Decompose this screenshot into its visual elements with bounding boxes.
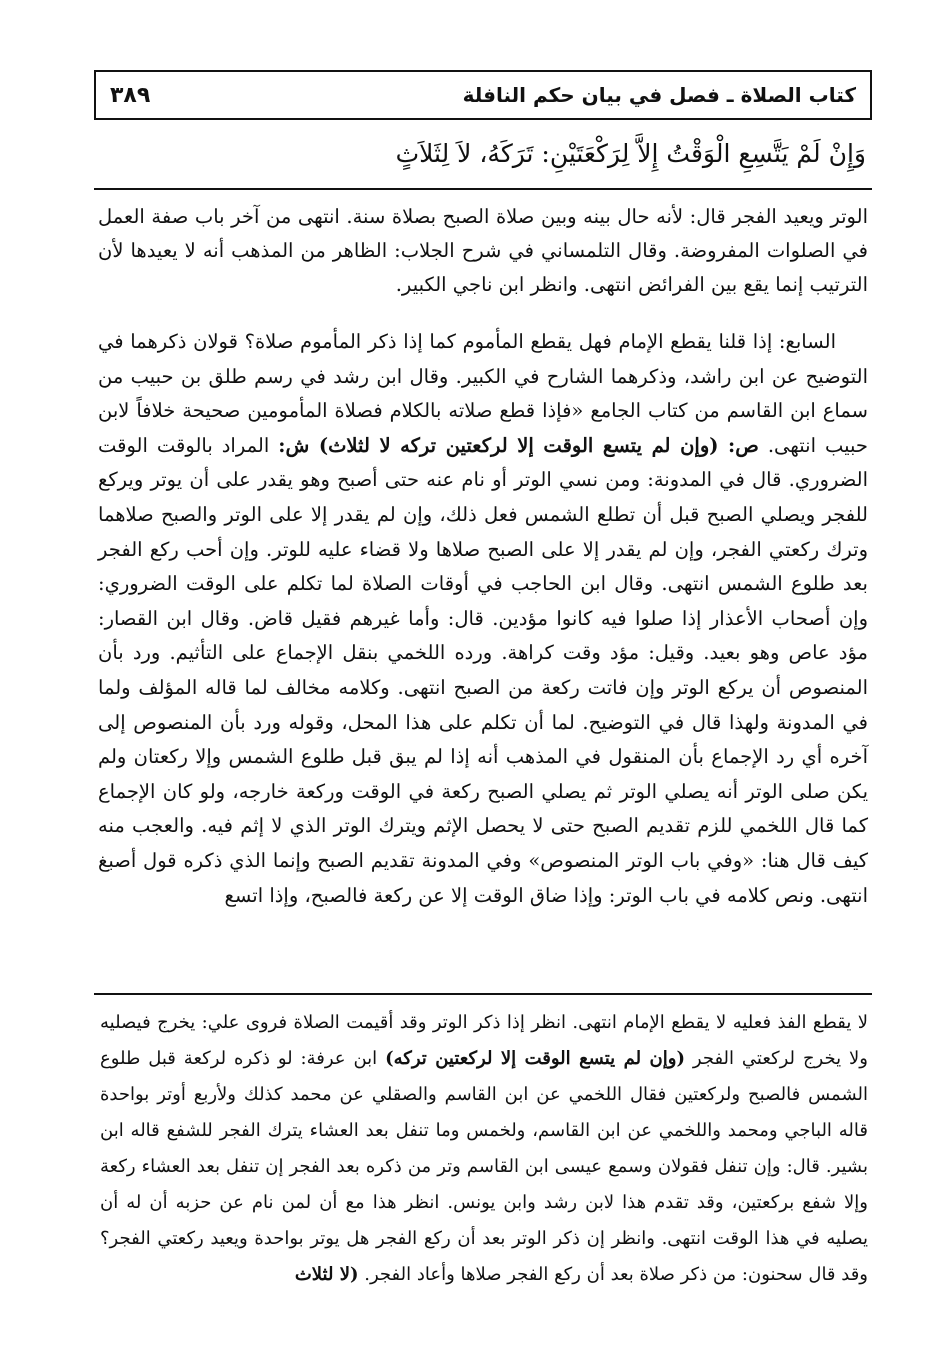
running-header bbox=[94, 70, 872, 120]
page-number: ٣٨٩ bbox=[110, 82, 151, 108]
matn-divider bbox=[94, 188, 872, 190]
footnote-bold-quote: (وإن لم يتسع الوقت إلا لركعتين تركه) bbox=[385, 1048, 685, 1069]
footnote-text: لا يقطع الفذ فعليه لا يقطع الإمام انتهى. انظر إذا ذكر الوتر وقد أقيمت الصلاة فروى علي: يخرج فيصليه ولا يخرج لركعتي الفجر bbox=[100, 1012, 868, 1069]
footnote-divider bbox=[94, 993, 872, 995]
chapter-title: كتاب الصلاة ـ فصل في بيان حكم النافلة bbox=[462, 83, 856, 107]
commentary-paragraph-2 bbox=[98, 325, 868, 913]
footnote-bold-quote: (لا لثلاث bbox=[294, 1264, 359, 1285]
commentary-text: السابع: إذا قلنا يقطع الإمام فهل يقطع المأموم كما إذا ذكر المأموم صلاة؟ قولان ذكرهما في التوضيح عن ابن راشد، وذكرهما الشارح في الكبير. وقال ابن رشد في رسم طلق بن حبيب من سماع ابن القاسم من كتاب الجامع «فإذا قطع صلاته بالكلام فصلاة المأمومين صحيحة خلافاً لابن حبيب انتهى. bbox=[98, 330, 868, 457]
commentary-text: المراد بالوقت الوقت الضروري. قال في المدونة: ومن نسي الوتر أو نام عنه حتى أصبح وهو يقدر على أن يوتر ويركع للفجر ويصلي الصبح قبل أن تطلع الشمس فعل ذلك، وإن لم يقدر إلا على الوتر والصبح صلاهما وترك ركعتي الفجر، وإن لم يقدر إلا على الصبح صلاها ولا قضاء عليه للوتر. وإن أحب ركع الفجر بعد طلوع الشمس انتهى. وقال ابن الحاجب في أوقات الصلاة لما تكلم على الوقت الضروري: وإن أصحاب الأعذار إذا صلوا فيه كانوا مؤدين. قال: وأما غيرهم فقيل قاض. وقال ابن القصار: مؤد عاص وهو بعيد. وقيل: مؤد وقت كراهة. ورده اللخمي بنقل الإجماع على التأثيم. ورد بأن المنصوص أن يركع الوتر وإن فاتت ركعة من الصبح انتهى. وكلامه مخالف لما قاله المؤلف ولما في المدونة ولهذا قال في التوضيح. لما أن تكلم على هذا المحل، وقوله ورد بأن المنصوص إلى آخره أي رد الإجماع بأن المنقول في المذهب أنه إذا لم يبق قبل طلوع الشمس وإلا ركعتان ولم يكن صلى الوتر أنه يصلي الوتر ثم يصلي الصبح ركعة في الوقت وركعة خارجه، ولو كان الإجماع كما قال اللخمي للزم تقديم الصبح حتى لا يحصل الإثم ويترك الوتر الذي لا إثم فيه. والعجب منه كيف قال هنا: «وفي باب الوتر المنصوص» وفي المدونة تقديم الصبح وإنما الذي ذكره قول أصبغ انتهى. ونص كلامه في باب الوتر: وإذا ضاق الوقت إلا عن ركعة فالصبح، وإذا اتسع bbox=[98, 433, 868, 907]
matn-text: وَإِنْ لَمْ يَتَّسِعِ الْوَقْتُ إِلاَّ لِرَكْعَتَيْنِ: تَرَكَهُ، لاَ لِثَلاَثٍ bbox=[395, 139, 866, 168]
footnote-text: ابن عرفة: لو ذكره لركعة قبل طلوع الشمس فالصبح ولركعتين فقال اللخمي عن ابن القاسم والصقلي عن محمد كذلك ولأربع أوتر بواحدة قاله الباجي ومحمد واللخمي عن ابن القاسم، ولخمس وما تنفل بعد العشاء يترك الفجر للشفع قاله ابن بشير. قال: وإن تنفل فقولان وسمع عيسى ابن القاسم وتر من ذكره بعد الفجر إن تنفل بعد العشاء ركعة وإلا شفع بركعتين، وقد تقدم هذا لابن رشد وابن يونس. انظر هذا مع أن لمن نام عن حزبه أن له أن يصليه في هذا الوقت انتهى. وانظر إن ذكر الوتر بعد أن ركع الفجر هل يوتر بواحدة ويعيد ركعتي الفجر؟ وقد قال سحنون: من ذكر صلاة بعد أن ركع الفجر صلاها وأعاد الفجر. bbox=[100, 1048, 868, 1285]
commentary-paragraph-1: الوتر ويعيد الفجر قال: لأنه حال بينه وبين صلاة الصبح بصلاة سنة. انتهى من آخر باب صفة العمل في الصلوات المفروضة. وقال التلمساني في شرح الجلاب: الظاهر من المذهب أنه لا يعيدها لأن الترتيب إنما يقع بين الفرائض انتهى. وانظر ابن ناجي الكبير. bbox=[98, 205, 868, 296]
footnote-block bbox=[100, 1005, 868, 1293]
sharh-label: ص: (وإن لم يتسع الوقت إلا لركعتين تركه لا لثلاث) ش: bbox=[278, 433, 759, 457]
